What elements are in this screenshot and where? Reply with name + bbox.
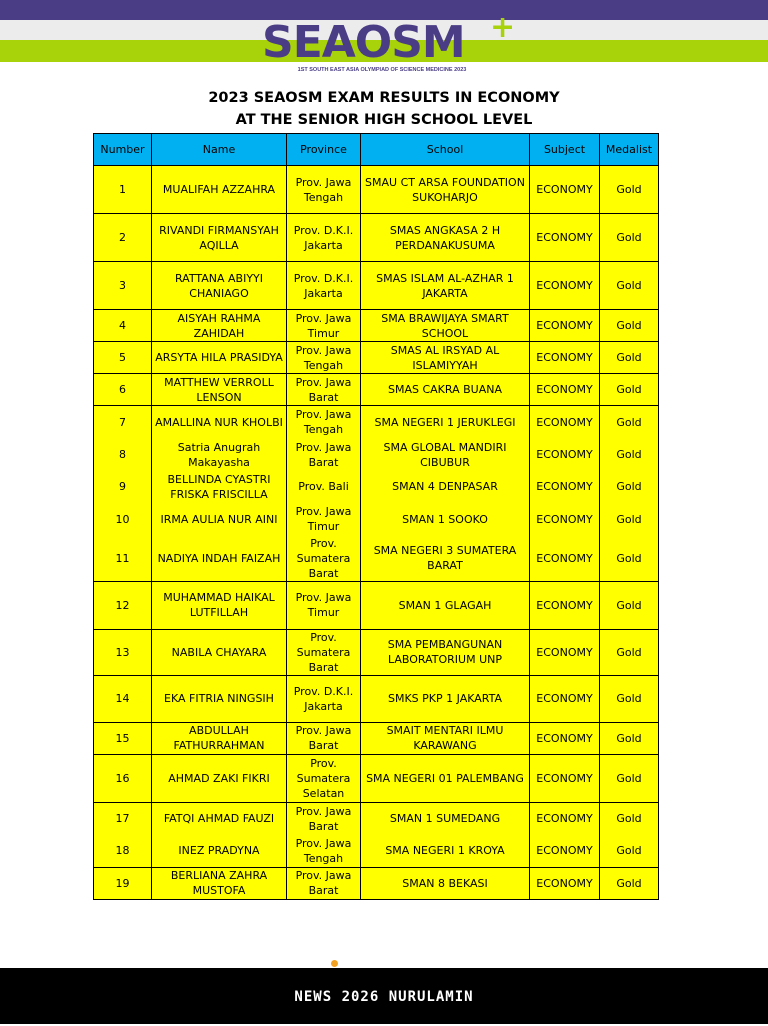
cell-province: Prov. Jawa Barat	[287, 867, 361, 899]
cell-number: 18	[94, 835, 152, 867]
cell-province: Prov. Jawa Timur	[287, 310, 361, 342]
cell-province: Prov. D.K.I. Jakarta	[287, 262, 361, 310]
cell-name: BELLINDA CYASTRI FRISKA FRISCILLA	[152, 471, 287, 503]
cell-school: SMAN 1 SOOKO	[361, 503, 530, 536]
cell-subject: ECONOMY	[530, 214, 600, 262]
cell-school: SMAN 8 BEKASI	[361, 867, 530, 899]
page-title: 2023 SEAOSM EXAM RESULTS IN ECONOMY	[208, 90, 560, 106]
cell-province: Prov. Sumatera Selatan	[287, 754, 361, 802]
cell-school: SMKS PKP 1 JAKARTA	[361, 675, 530, 722]
cell-subject: ECONOMY	[530, 675, 600, 722]
cell-province: Prov. Jawa Barat	[287, 439, 361, 471]
cell-medalist: Gold	[600, 581, 659, 629]
cell-subject: ECONOMY	[530, 471, 600, 503]
cell-name: EKA FITRIA NINGSIH	[152, 675, 287, 722]
cell-subject: ECONOMY	[530, 342, 600, 374]
table-row	[94, 581, 659, 629]
cell-province: Prov. Jawa Barat	[287, 722, 361, 754]
logo-subtitle: 1ST SOUTH EAST ASIA OLYMPIAD OF SCIENCE MEDICINE 2023	[297, 67, 467, 73]
cell-province: Prov. Sumatera Barat	[287, 629, 361, 675]
cell-subject: ECONOMY	[530, 262, 600, 310]
cell-subject: ECONOMY	[530, 835, 600, 867]
cell-province: Prov. Jawa Tengah	[287, 406, 361, 439]
cell-number: 17	[94, 802, 152, 835]
cell-medalist: Gold	[600, 629, 659, 675]
plus-icon: +	[490, 10, 516, 45]
cell-subject: ECONOMY	[530, 166, 600, 214]
cell-medalist: Gold	[600, 374, 659, 406]
cell-province: Prov. D.K.I. Jakarta	[287, 214, 361, 262]
cell-school: SMAIT MENTARI ILMU KARAWANG	[361, 722, 530, 754]
cell-subject: ECONOMY	[530, 310, 600, 342]
cell-name: RATTANA ABIYYI CHANIAGO	[152, 262, 287, 310]
cell-number: 9	[94, 471, 152, 503]
logo-text: SEAOSM	[262, 17, 465, 68]
cell-number: 3	[94, 262, 152, 310]
table-row	[94, 722, 659, 754]
cell-name: FATQI AHMAD FAUZI	[152, 802, 287, 835]
table-row	[94, 802, 659, 835]
cell-school: SMAS ANGKASA 2 H PERDANAKUSUMA	[361, 214, 530, 262]
cell-name: MUALIFAH AZZAHRA	[152, 166, 287, 214]
table-row	[94, 214, 659, 262]
cell-medalist: Gold	[600, 503, 659, 536]
results-table	[93, 133, 659, 900]
cell-name: BERLIANA ZAHRA MUSTOFA	[152, 867, 287, 899]
cell-name: AISYAH RAHMA ZAHIDAH	[152, 310, 287, 342]
column-header-school: School	[361, 134, 530, 166]
cell-number: 6	[94, 374, 152, 406]
cell-number: 8	[94, 439, 152, 471]
cell-name: Satria Anugrah Makayasha	[152, 439, 287, 471]
cell-school: SMAU CT ARSA FOUNDATION SUKOHARJO	[361, 166, 530, 214]
cell-medalist: Gold	[600, 262, 659, 310]
cell-number: 5	[94, 342, 152, 374]
cell-school: SMAN 1 SUMEDANG	[361, 802, 530, 835]
cell-province: Prov. Jawa Barat	[287, 802, 361, 835]
cell-subject: ECONOMY	[530, 374, 600, 406]
cell-province: Prov. Sumatera Barat	[287, 536, 361, 582]
cell-medalist: Gold	[600, 835, 659, 867]
cell-school: SMA NEGERI 1 JERUKLEGI	[361, 406, 530, 439]
cell-medalist: Gold	[600, 754, 659, 802]
cell-medalist: Gold	[600, 406, 659, 439]
cell-province: Prov. Bali	[287, 471, 361, 503]
cell-subject: ECONOMY	[530, 754, 600, 802]
cell-name: RIVANDI FIRMANSYAH AQILLA	[152, 214, 287, 262]
column-header-number: Number	[94, 134, 152, 166]
cell-province: Prov. Jawa Tengah	[287, 835, 361, 867]
table-row	[94, 406, 659, 439]
cell-subject: ECONOMY	[530, 629, 600, 675]
cell-number: 16	[94, 754, 152, 802]
cell-province: Prov. Jawa Tengah	[287, 342, 361, 374]
table-row	[94, 675, 659, 722]
cell-medalist: Gold	[600, 722, 659, 754]
cell-medalist: Gold	[600, 310, 659, 342]
cell-subject: ECONOMY	[530, 406, 600, 439]
column-header-name: Name	[152, 134, 287, 166]
table-row	[94, 374, 659, 406]
cell-name: IRMA AULIA NUR AINI	[152, 503, 287, 536]
cell-school: SMA NEGERI 3 SUMATERA BARAT	[361, 536, 530, 582]
cell-school: SMAS AL IRSYAD AL ISLAMIYYAH	[361, 342, 530, 374]
cell-subject: ECONOMY	[530, 802, 600, 835]
cell-name: MUHAMMAD HAIKAL LUTFILLAH	[152, 581, 287, 629]
cell-school: SMA GLOBAL MANDIRI CIBUBUR	[361, 439, 530, 471]
cell-name: NADIYA INDAH FAIZAH	[152, 536, 287, 582]
cell-number: 4	[94, 310, 152, 342]
cell-medalist: Gold	[600, 867, 659, 899]
cell-number: 10	[94, 503, 152, 536]
cell-school: SMA BRAWIJAYA SMART SCHOOL	[361, 310, 530, 342]
cell-subject: ECONOMY	[530, 503, 600, 536]
table-row	[94, 439, 659, 471]
cell-name: ARSYTA HILA PRASIDYA	[152, 342, 287, 374]
column-header-subject: Subject	[530, 134, 600, 166]
cell-name: MATTHEW VERROLL LENSON	[152, 374, 287, 406]
table-row	[94, 629, 659, 675]
table-row	[94, 536, 659, 582]
cell-subject: ECONOMY	[530, 867, 600, 899]
cell-province: Prov. Jawa Tengah	[287, 166, 361, 214]
cell-name: ABDULLAH FATHURRAHMAN	[152, 722, 287, 754]
cell-medalist: Gold	[600, 536, 659, 582]
cell-province: Prov. Jawa Timur	[287, 581, 361, 629]
cell-province: Prov. D.K.I. Jakarta	[287, 675, 361, 722]
cell-number: 11	[94, 536, 152, 582]
cell-name: AHMAD ZAKI FIKRI	[152, 754, 287, 802]
cell-number: 15	[94, 722, 152, 754]
cell-number: 19	[94, 867, 152, 899]
column-header-province: Province	[287, 134, 361, 166]
cell-medalist: Gold	[600, 471, 659, 503]
footer-banner: NEWS 2026 NURULAMIN	[0, 968, 768, 1024]
cell-school: SMAN 1 GLAGAH	[361, 581, 530, 629]
table-row	[94, 310, 659, 342]
cell-name: INEZ PRADYNA	[152, 835, 287, 867]
table-row	[94, 754, 659, 802]
cell-subject: ECONOMY	[530, 581, 600, 629]
cell-name: NABILA CHAYARA	[152, 629, 287, 675]
cell-number: 2	[94, 214, 152, 262]
table-row	[94, 835, 659, 867]
table-row	[94, 471, 659, 503]
cell-number: 13	[94, 629, 152, 675]
cell-school: SMA PEMBANGUNAN LABORATORIUM UNP	[361, 629, 530, 675]
cell-medalist: Gold	[600, 802, 659, 835]
cell-number: 1	[94, 166, 152, 214]
cell-province: Prov. Jawa Timur	[287, 503, 361, 536]
decorative-dot	[331, 960, 338, 967]
table-row	[94, 262, 659, 310]
cell-school: SMAS CAKRA BUANA	[361, 374, 530, 406]
cell-school: SMA NEGERI 01 PALEMBANG	[361, 754, 530, 802]
cell-medalist: Gold	[600, 214, 659, 262]
table-row	[94, 503, 659, 536]
cell-number: 12	[94, 581, 152, 629]
cell-subject: ECONOMY	[530, 439, 600, 471]
cell-school: SMAS ISLAM AL-AZHAR 1 JAKARTA	[361, 262, 530, 310]
cell-school: SMAN 4 DENPASAR	[361, 471, 530, 503]
table-row	[94, 342, 659, 374]
cell-number: 7	[94, 406, 152, 439]
cell-medalist: Gold	[600, 439, 659, 471]
cell-name: AMALLINA NUR KHOLBI	[152, 406, 287, 439]
table-row	[94, 867, 659, 899]
seaosm-logo	[262, 10, 516, 74]
cell-subject: ECONOMY	[530, 722, 600, 754]
page-subtitle: AT THE SENIOR HIGH SCHOOL LEVEL	[235, 112, 533, 128]
cell-medalist: Gold	[600, 166, 659, 214]
cell-medalist: Gold	[600, 342, 659, 374]
cell-school: SMA NEGERI 1 KROYA	[361, 835, 530, 867]
cell-province: Prov. Jawa Barat	[287, 374, 361, 406]
cell-medalist: Gold	[600, 675, 659, 722]
cell-subject: ECONOMY	[530, 536, 600, 582]
cell-number: 14	[94, 675, 152, 722]
column-header-medalist: Medalist	[600, 134, 659, 166]
table-row	[94, 166, 659, 214]
